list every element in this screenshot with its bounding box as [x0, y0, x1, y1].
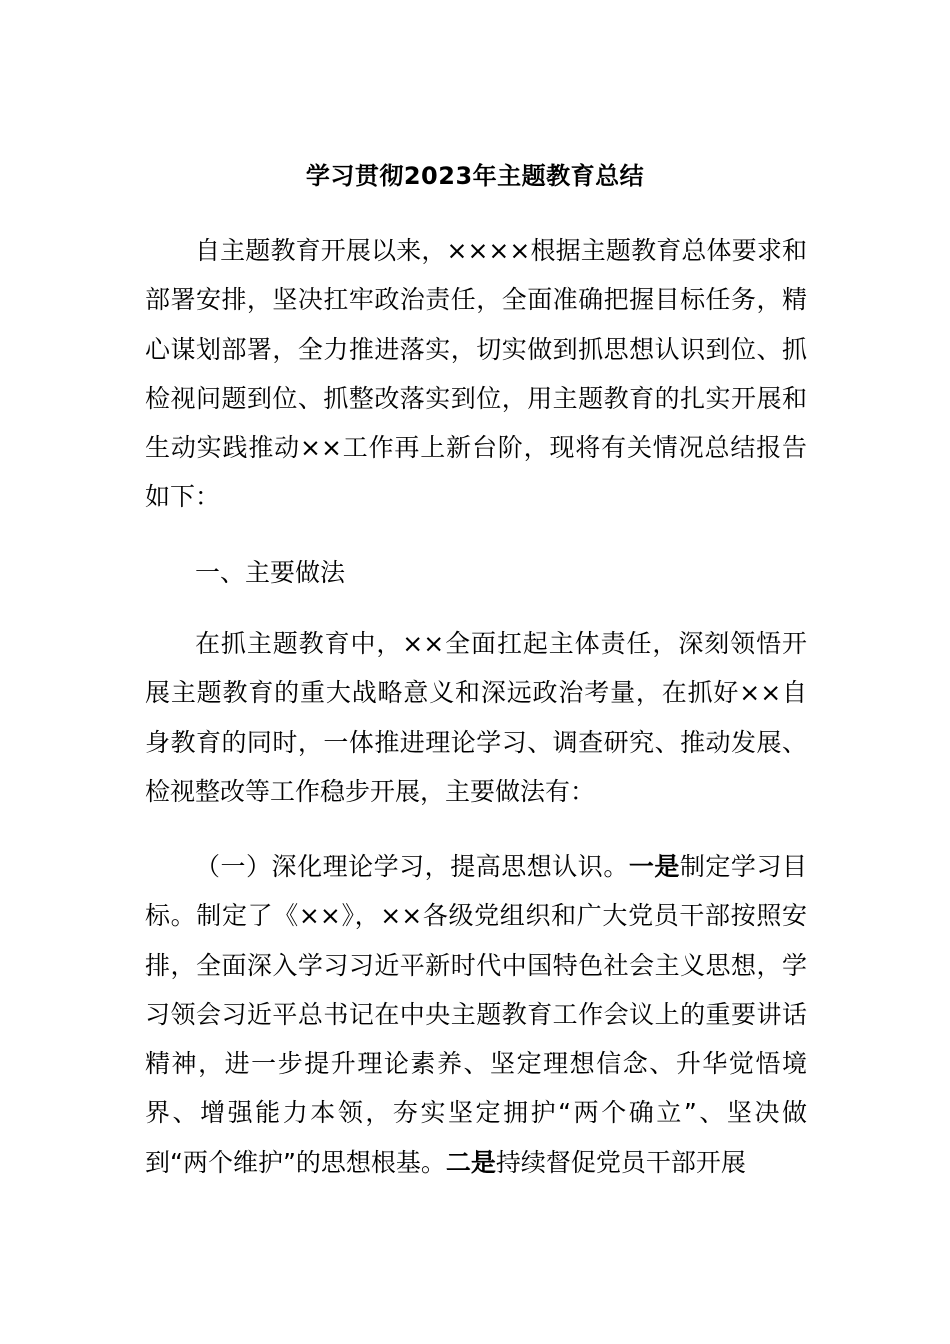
point-text-two: 持续督促党员干部开展 — [495, 1147, 746, 1177]
section-heading-main-practices: 一、主要做法 — [195, 558, 346, 587]
point-marker-two: 二是 — [445, 1147, 496, 1177]
section-intro-paragraph: 在抓主题教育中，××全面扛起主体责任，深刻领悟开展主题教育的重大战略意义和深远政治考量，在抓好××自身教育的同时，一体推进理论学习、调查研究、推动发展、检视整改等工作稳步开展，主要做法有： — [145, 629, 807, 806]
point-text-one: 制定学习目标。制定了《××》，××各级党组织和广大党员干部按照安排，全面深入学习习近平新时代中国特色社会主义思想，学习领会习近平总书记在中央主题教育工作会议上的重要讲话精神，进一步提升理论素养、坚定理想信念、升华觉悟境界、增强能力本领，夯实坚定拥护“两个确立”、坚决做到“两个维护”的思想根基。 — [145, 852, 807, 1177]
subsection-lead: （一）深化理论学习，提高思想认识。 — [195, 852, 629, 881]
theory-study-paragraph — [145, 842, 807, 1187]
document-title: 学习贯彻2023年主题教育总结 — [305, 162, 645, 190]
point-marker-one: 一是 — [628, 852, 680, 881]
intro-paragraph: 自主题教育开展以来，××××根据主题教育总体要求和部署安排，坚决扛牢政治责任，全面准确把握目标任务，精心谋划部署，全力推进落实，切实做到抓思想认识到位、抓检视问题到位、抓整改落实到位，用主题教育的扎实开展和生动实践推动××工作再上新台阶，现将有关情况总结报告如下： — [145, 236, 807, 512]
